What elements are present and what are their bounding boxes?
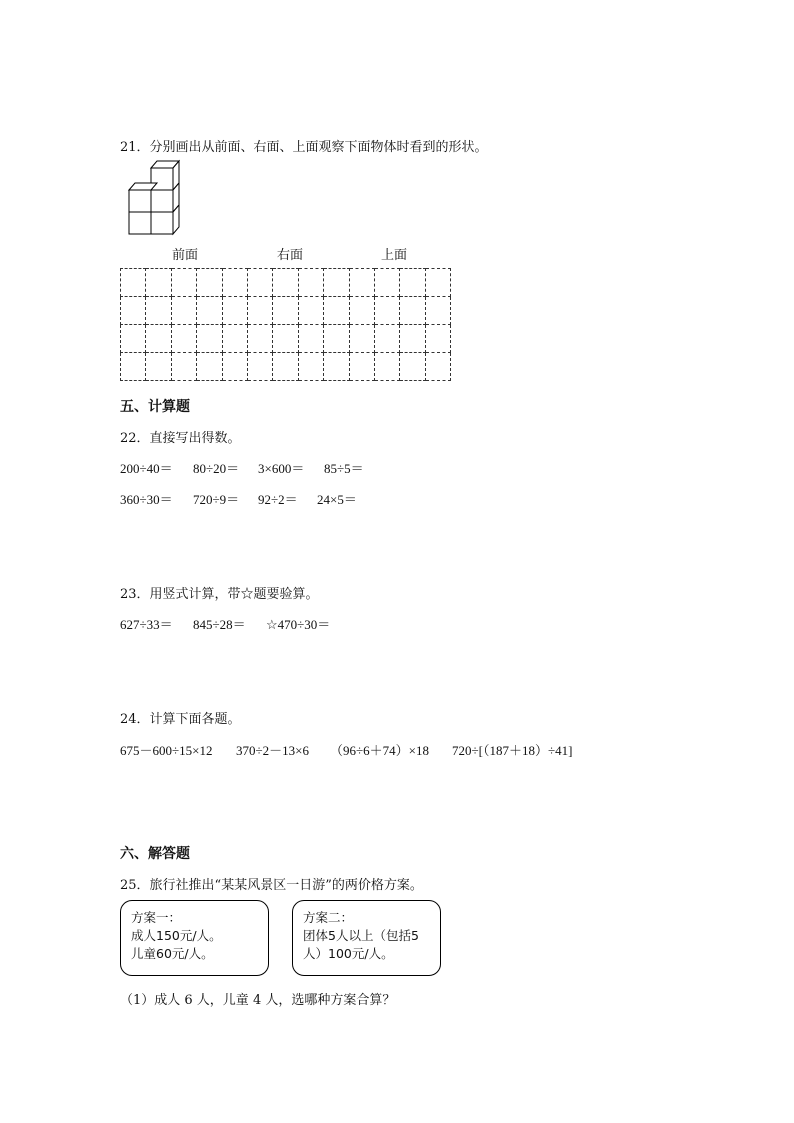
question-21-text: 21．分别画出从前面、右面、上面观察下面物体时看到的形状。 <box>120 140 488 155</box>
q22-expr-3: 3×600＝ <box>258 461 305 476</box>
question-22-text: 22．直接写出得数。 <box>120 431 241 446</box>
q23-expr-1: 627÷33＝ <box>120 617 173 632</box>
plan-2-title: 方案二： <box>303 910 354 925</box>
label-front: 前面 <box>172 248 199 263</box>
section-5-title: 五、计算题 <box>120 399 190 415</box>
q22-expr-8: 24×5＝ <box>317 492 357 507</box>
cube-figure <box>126 158 184 236</box>
q22-expr-5: 360÷30＝ <box>120 492 173 507</box>
drawing-grid[interactable] <box>120 268 451 381</box>
section-6-title: 六、解答题 <box>120 846 190 862</box>
grid-row <box>121 353 451 381</box>
plan-2-box <box>292 900 441 976</box>
plan-1-box <box>120 900 269 976</box>
question-23-text: 23．用竖式计算，带☆题要验算。 <box>120 587 319 602</box>
q24-expr-1: 675－600÷15×12 <box>120 743 213 758</box>
plan-1-line-2: 儿童60元/人。 <box>131 946 214 961</box>
grid-row <box>121 269 451 297</box>
plan-1-title: 方案一： <box>131 910 182 925</box>
q22-expr-4: 85÷5＝ <box>324 461 364 476</box>
plan-1-line-1: 成人150元/人。 <box>131 928 222 943</box>
q23-expr-2: 845÷28＝ <box>193 617 246 632</box>
q24-expr-4: 720÷[（187＋18）÷41] <box>452 743 573 758</box>
label-top: 上面 <box>381 248 408 263</box>
plan-2-line-1: 团体5人以上（包括5 <box>303 928 419 943</box>
q22-expr-1: 200÷40＝ <box>120 461 173 476</box>
q24-expr-2: 370÷2－13×6 <box>236 743 309 758</box>
q23-expr-3: ☆470÷30＝ <box>266 617 331 632</box>
q22-expr-6: 720÷9＝ <box>193 492 240 507</box>
question-25-sub-1: （1）成人 6 人，儿童 4 人，选哪种方案合算？ <box>120 993 396 1008</box>
q22-expr-7: 92÷2＝ <box>258 492 298 507</box>
question-25-text: 25．旅行社推出“某某风景区一日游”的两价格方案。 <box>120 878 423 893</box>
grid-row <box>121 325 451 353</box>
question-24-text: 24．计算下面各题。 <box>120 712 241 727</box>
plan-2-line-2: 人）100元/人。 <box>303 946 394 961</box>
label-right: 右面 <box>277 248 304 263</box>
grid-row <box>121 297 451 325</box>
q24-expr-3: （96÷6＋74）×18 <box>330 743 429 758</box>
q22-expr-2: 80÷20＝ <box>193 461 240 476</box>
